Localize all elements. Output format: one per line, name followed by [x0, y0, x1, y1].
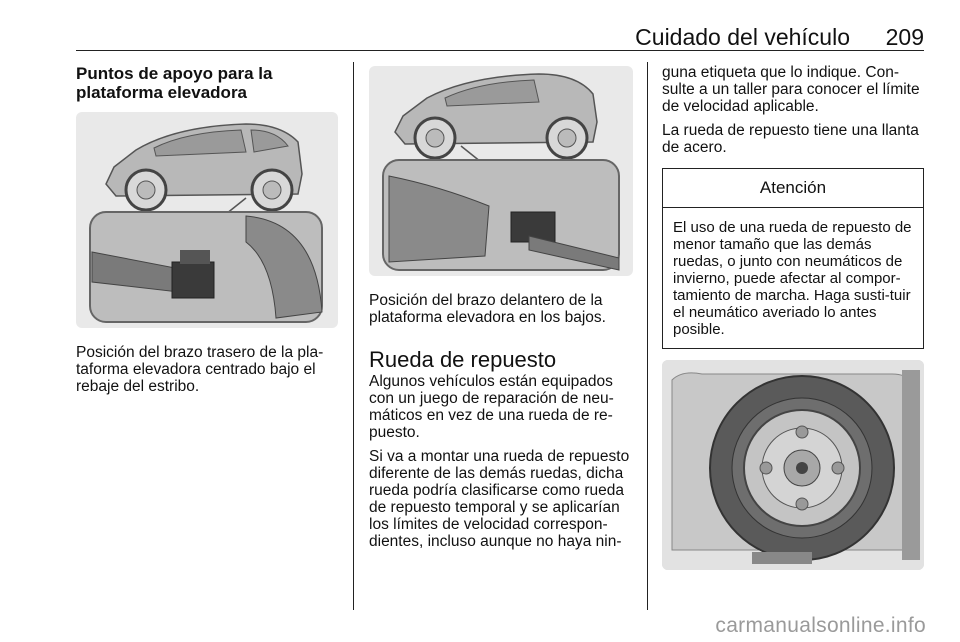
speed-limit-paragraph: guna etiqueta que lo indique. Con-sulte a un taller para conocer el límite de velocidad aplicable.	[662, 64, 920, 115]
front-arm-caption: Posición del brazo delantero de la plataforma elevadora en los bajos.	[369, 292, 606, 326]
warning-box	[662, 168, 924, 349]
warning-title: Atención	[663, 169, 923, 208]
column-3	[662, 64, 924, 156]
warning-body: El uso de una rueda de repuesto de menor tamaño que las demás ruedas, o junto con neumáticos de invierno, puede afectar al compor-tamiento de marcha. Haga susti-tuir el neumático averiado lo antes posible.	[673, 219, 912, 338]
lift-points-heading: Puntos de apoyo para la plataforma elevadora	[76, 64, 273, 102]
front-lift-arm-illustration	[369, 66, 633, 276]
footer-watermark: carmanualsonline.info	[715, 614, 926, 637]
spare-wheel-paragraph-1: Algunos vehículos están equipados con un juego de reparación de neu-máticos en vez de una rueda de re-puesto.	[369, 373, 614, 441]
page-number: 209	[885, 24, 924, 50]
column-2	[369, 292, 633, 550]
steel-rim-paragraph: La rueda de repuesto tiene una llanta de acero.	[662, 122, 919, 156]
spare-wheel-well-illustration	[662, 360, 924, 570]
column-1-caption	[76, 344, 338, 395]
spare-wheel-heading: Rueda de repuesto	[369, 347, 557, 372]
column-divider-left	[353, 62, 354, 610]
page-header	[76, 16, 924, 51]
rear-arm-caption: Posición del brazo trasero de la pla-taforma elevadora centrado bajo el rebaje del estribo.	[76, 344, 324, 395]
column-divider-right	[647, 62, 648, 610]
rear-lift-arm-illustration	[76, 112, 338, 328]
spare-wheel-paragraph-2: Si va a montar una rueda de repuesto diferente de las demás ruedas, dicha rueda podría clasificarse como rueda de repuesto temporal y se aplicarían los límites de velocidad correspon-dientes, incluso aunque no haya nin-	[369, 448, 630, 550]
section-title: Cuidado del vehículo	[635, 24, 850, 50]
column-1	[76, 64, 338, 102]
